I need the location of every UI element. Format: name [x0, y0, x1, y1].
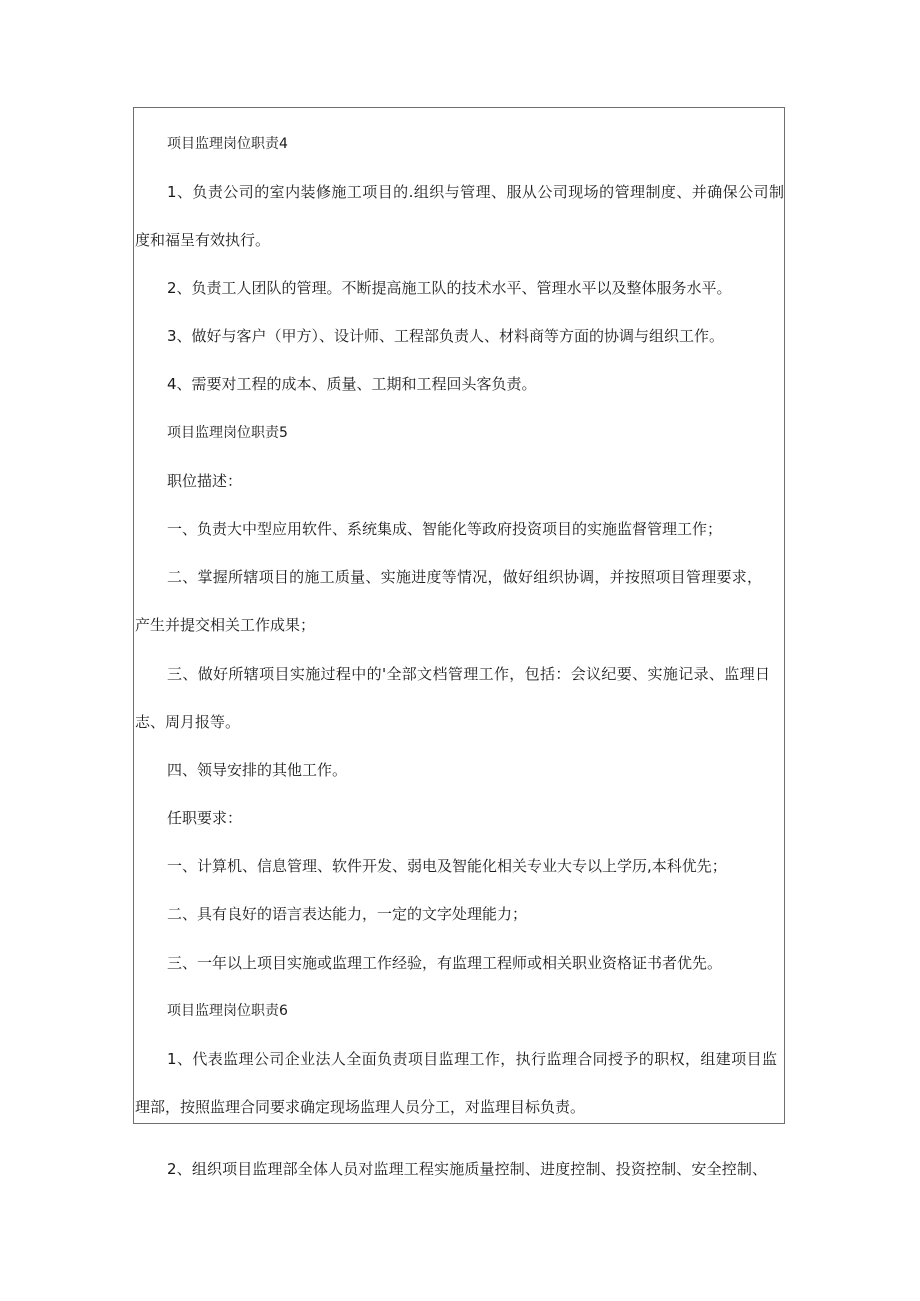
paragraph-line: 二、掌握所辖项目的施工质量、实施进度等情况，做好组织协调，并按照项目管理要求， [167, 568, 762, 586]
section-heading-4: 项目监理岗位职责4 [167, 136, 288, 152]
paragraph-line: 1、负责公司的室内装修施工项目的.组织与管理、服从公司现场的管理制度、并确保公司制 [167, 183, 784, 201]
paragraph-line: 一、计算机、信息管理、软件开发、弱电及智能化相关专业大专以上学历,本科优先； [167, 857, 727, 875]
paragraph-line: 产生并提交相关工作成果； [135, 616, 316, 634]
paragraph-line: 四、领导安排的其他工作。 [167, 761, 348, 779]
paragraph-line: 理部，按照监理合同要求确定现场监理人员分工，对监理目标负责。 [135, 1098, 586, 1116]
subheading-job-description: 职位描述： [167, 472, 243, 490]
section-heading-6: 项目监理岗位职责6 [167, 1003, 288, 1019]
paragraph-line: 三、做好所辖项目实施过程中的'全部文档管理工作，包括：会议纪要、实施记录、监理日 [167, 665, 770, 683]
paragraph-line: 一、负责大中型应用软件、系统集成、智能化等政府投资项目的实施监督管理工作； [167, 520, 723, 538]
paragraph-line: 度和福呈有效执行。 [135, 231, 271, 249]
section-heading-5: 项目监理岗位职责5 [167, 425, 288, 441]
paragraph-line: 三、一年以上项目实施或监理工作经验，有监理工程师或相关职业资格证书者优先。 [167, 954, 723, 972]
paragraph-line: 二、具有良好的语言表达能力，一定的文字处理能力； [167, 905, 528, 923]
paragraph-line: 3、做好与客户（甲方）、设计师、工程部负责人、材料商等方面的协调与组织工作。 [167, 327, 725, 345]
paragraph-line: 2、负责工人团队的管理。不断提高施工队的技术水平、管理水平以及整体服务水平。 [167, 279, 732, 297]
paragraph-line: 志、周月报等。 [135, 713, 241, 731]
paragraph-line: 1、代表监理公司企业法人全面负责项目监理工作，执行监理合同授予的职权，组建项目监 [167, 1050, 777, 1068]
paragraph-line: 2、组织项目监理部全体人员对监理工程实施质量控制、进度控制、投资控制、安全控制、 [167, 1160, 767, 1178]
subheading-requirements: 任职要求： [167, 809, 243, 827]
paragraph-line: 4、需要对工程的成本、质量、工期和工程回头客负责。 [167, 375, 537, 393]
